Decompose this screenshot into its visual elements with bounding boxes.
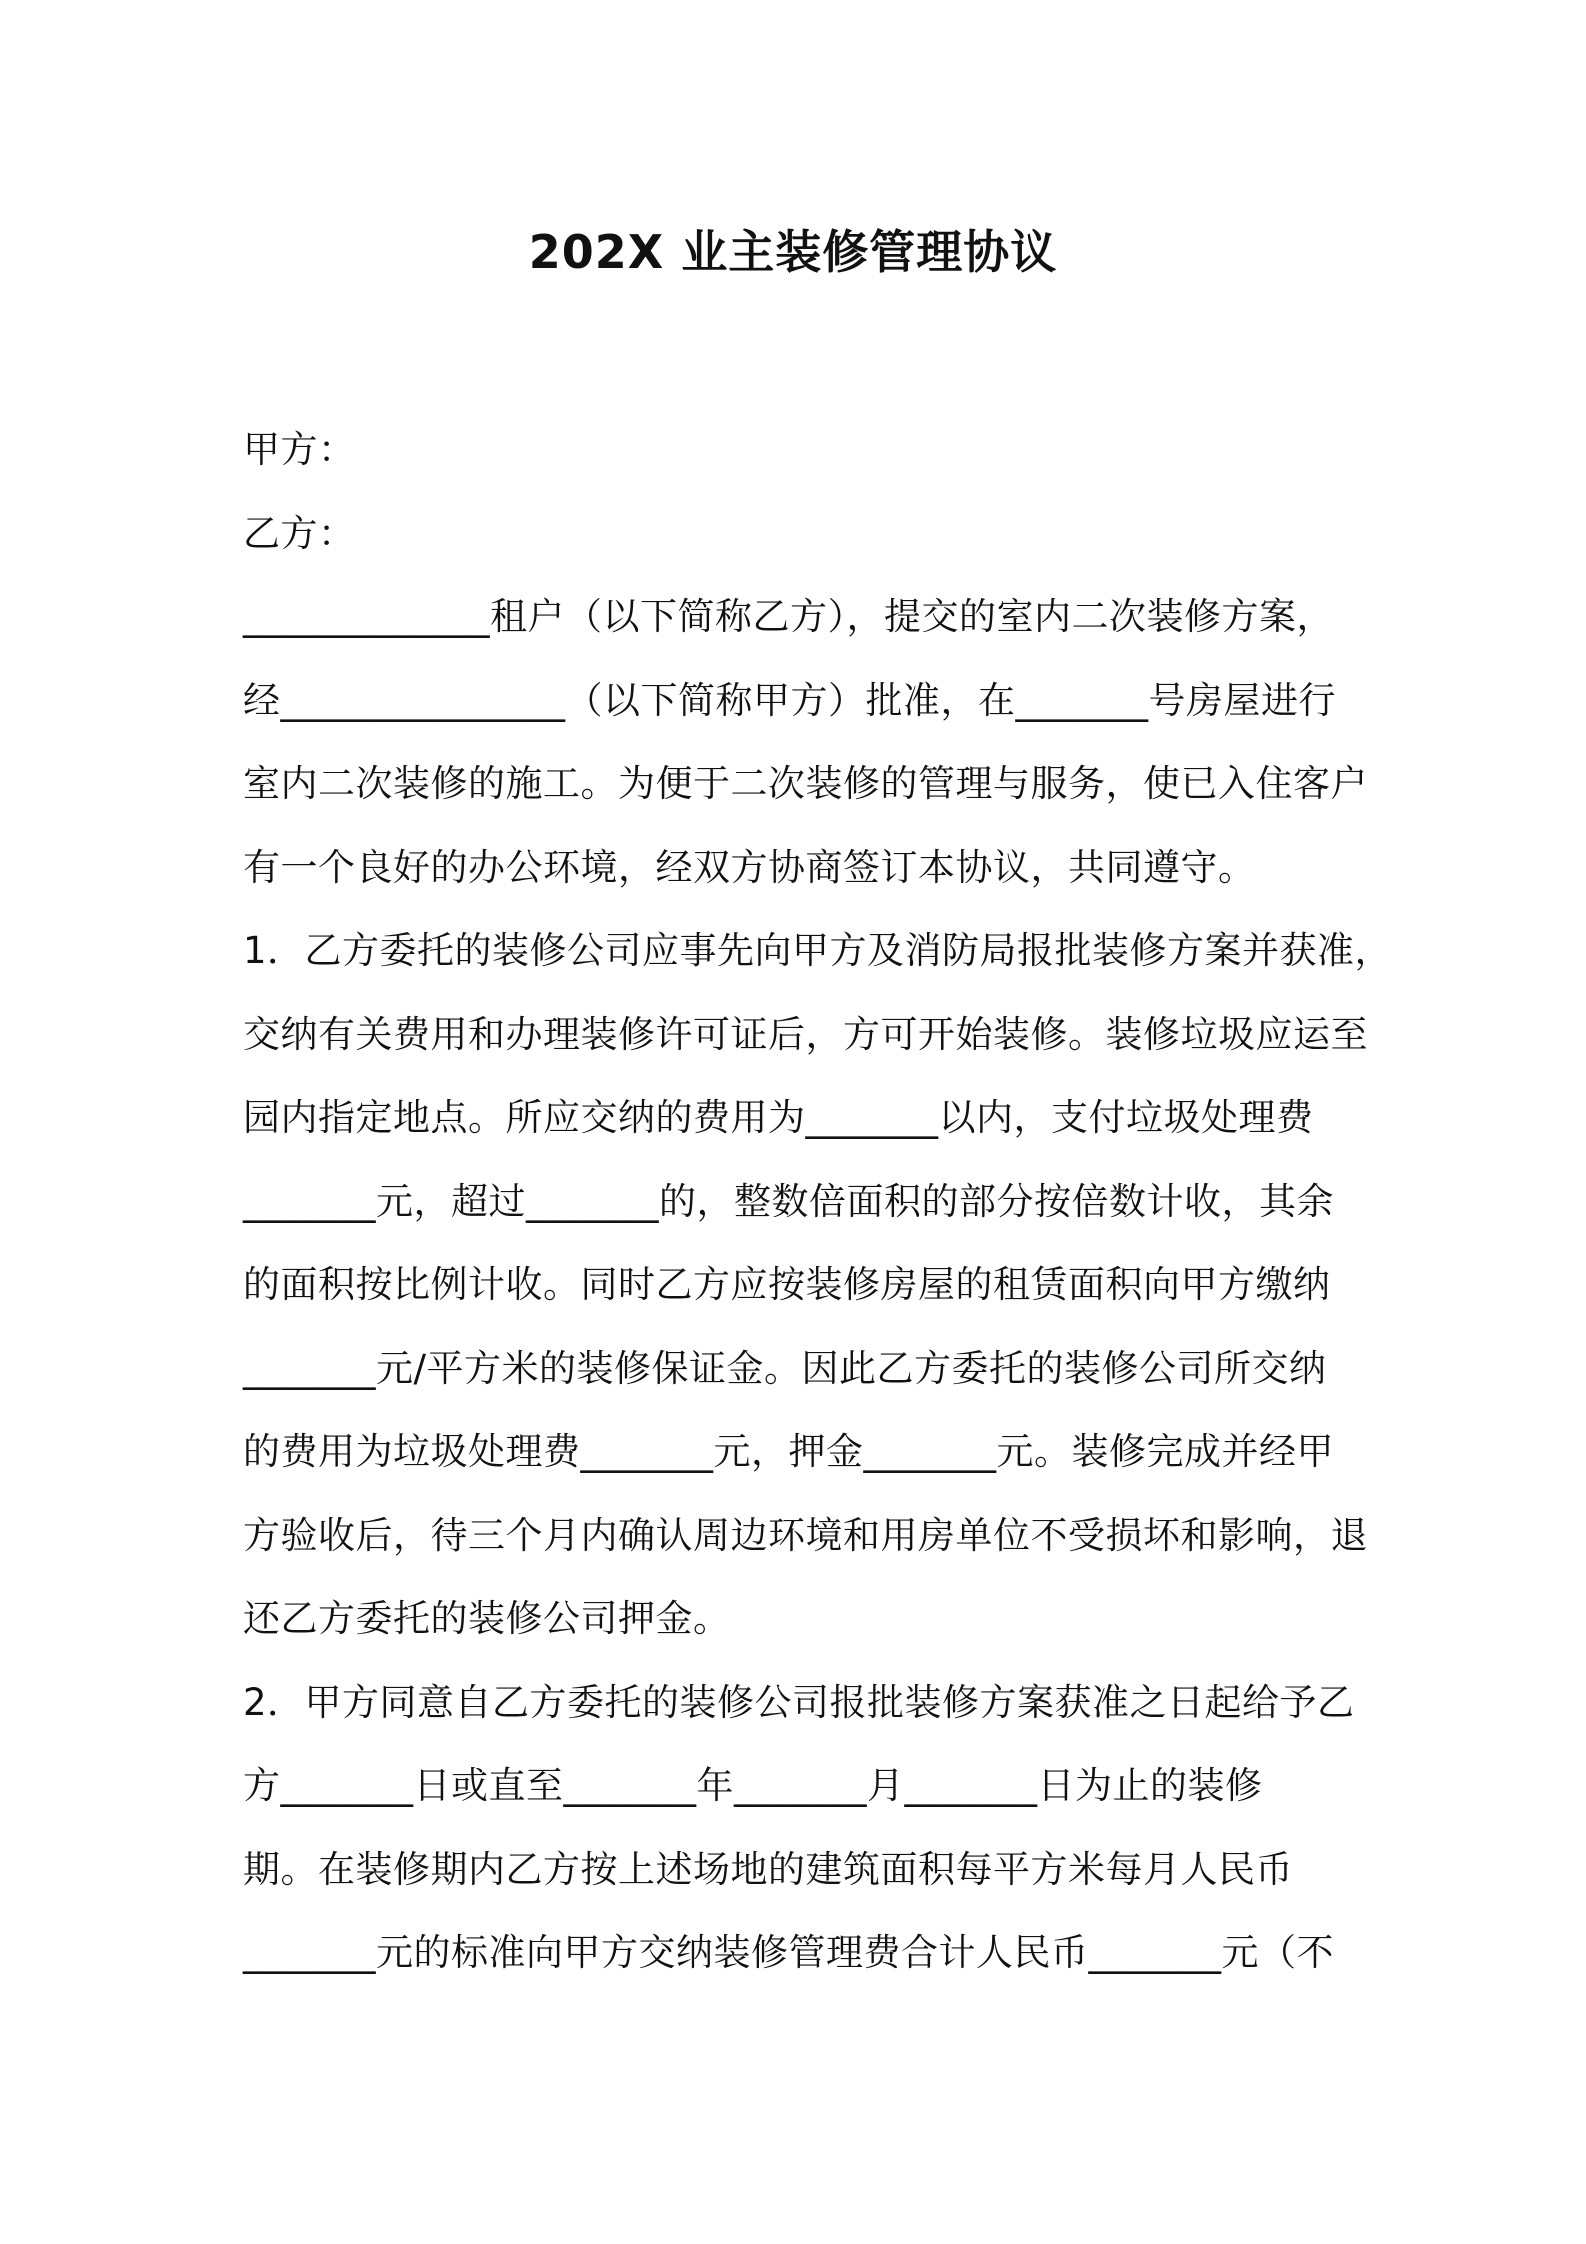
clause-1-line: _______元，超过_______的，整数倍面积的部分按倍数计收，其余 xyxy=(243,1179,1334,1223)
clause-1-line: 还乙方委托的装修公司押金。 xyxy=(243,1597,731,1640)
party-a-line: 甲方： xyxy=(243,428,356,471)
document-body xyxy=(243,408,1393,1995)
clause-1-line: 的费用为垃圾处理费_______元，押金_______元。装修完成并经甲 xyxy=(243,1430,1334,1473)
clause-2-line: 2．甲方同意自乙方委托的装修公司报批装修方案获准之日起给予乙 xyxy=(243,1680,1355,1724)
clause-1-line: 1．乙方委托的装修公司应事先向甲方及消防局报批装修方案并获准， xyxy=(243,929,1393,972)
paragraph-line: 经_______________（以下简称甲方）批准，在_______号房屋进行 xyxy=(243,678,1336,722)
clause-1-line: 交纳有关费用和办理装修许可证后，方可开始装修。装修垃圾应运至 xyxy=(243,1012,1368,1056)
clause-1-line: 园内指定地点。所应交纳的费用为_______以内，支付垃圾处理费 xyxy=(243,1096,1314,1139)
party-b-line: 乙方： xyxy=(243,511,356,555)
clause-2-line: 期。在装修期内乙方按上述场地的建筑面积每平方米每月人民币 xyxy=(243,1847,1293,1891)
document-title: 202X 业主装修管理协议 xyxy=(528,225,1058,279)
paragraph-line: 有一个良好的办公环境，经双方协商签订本协议，共同遵守。 xyxy=(243,845,1256,889)
clause-1-line: 方验收后，待三个月内确认周边环境和用房单位不受损坏和影响，退 xyxy=(243,1513,1368,1557)
clause-2-line: 方_______日或直至_______年_______月_______日为止的装修 xyxy=(243,1764,1263,1807)
clause-1-line: _______元/平方米的装修保证金。因此乙方委托的装修公司所交纳 xyxy=(243,1346,1327,1390)
paragraph-line: _____________租户（以下简称乙方），提交的室内二次装修方案， xyxy=(243,595,1334,638)
clause-2-line: _______元的标准向甲方交纳装修管理费合计人民币_______元（不 xyxy=(243,1931,1334,1974)
paragraph-line: 室内二次装修的施工。为便于二次装修的管理与服务，使已入住客户 xyxy=(243,762,1368,805)
clause-1-line: 的面积按比例计收。同时乙方应按装修房屋的租赁面积向甲方缴纳 xyxy=(243,1263,1331,1306)
